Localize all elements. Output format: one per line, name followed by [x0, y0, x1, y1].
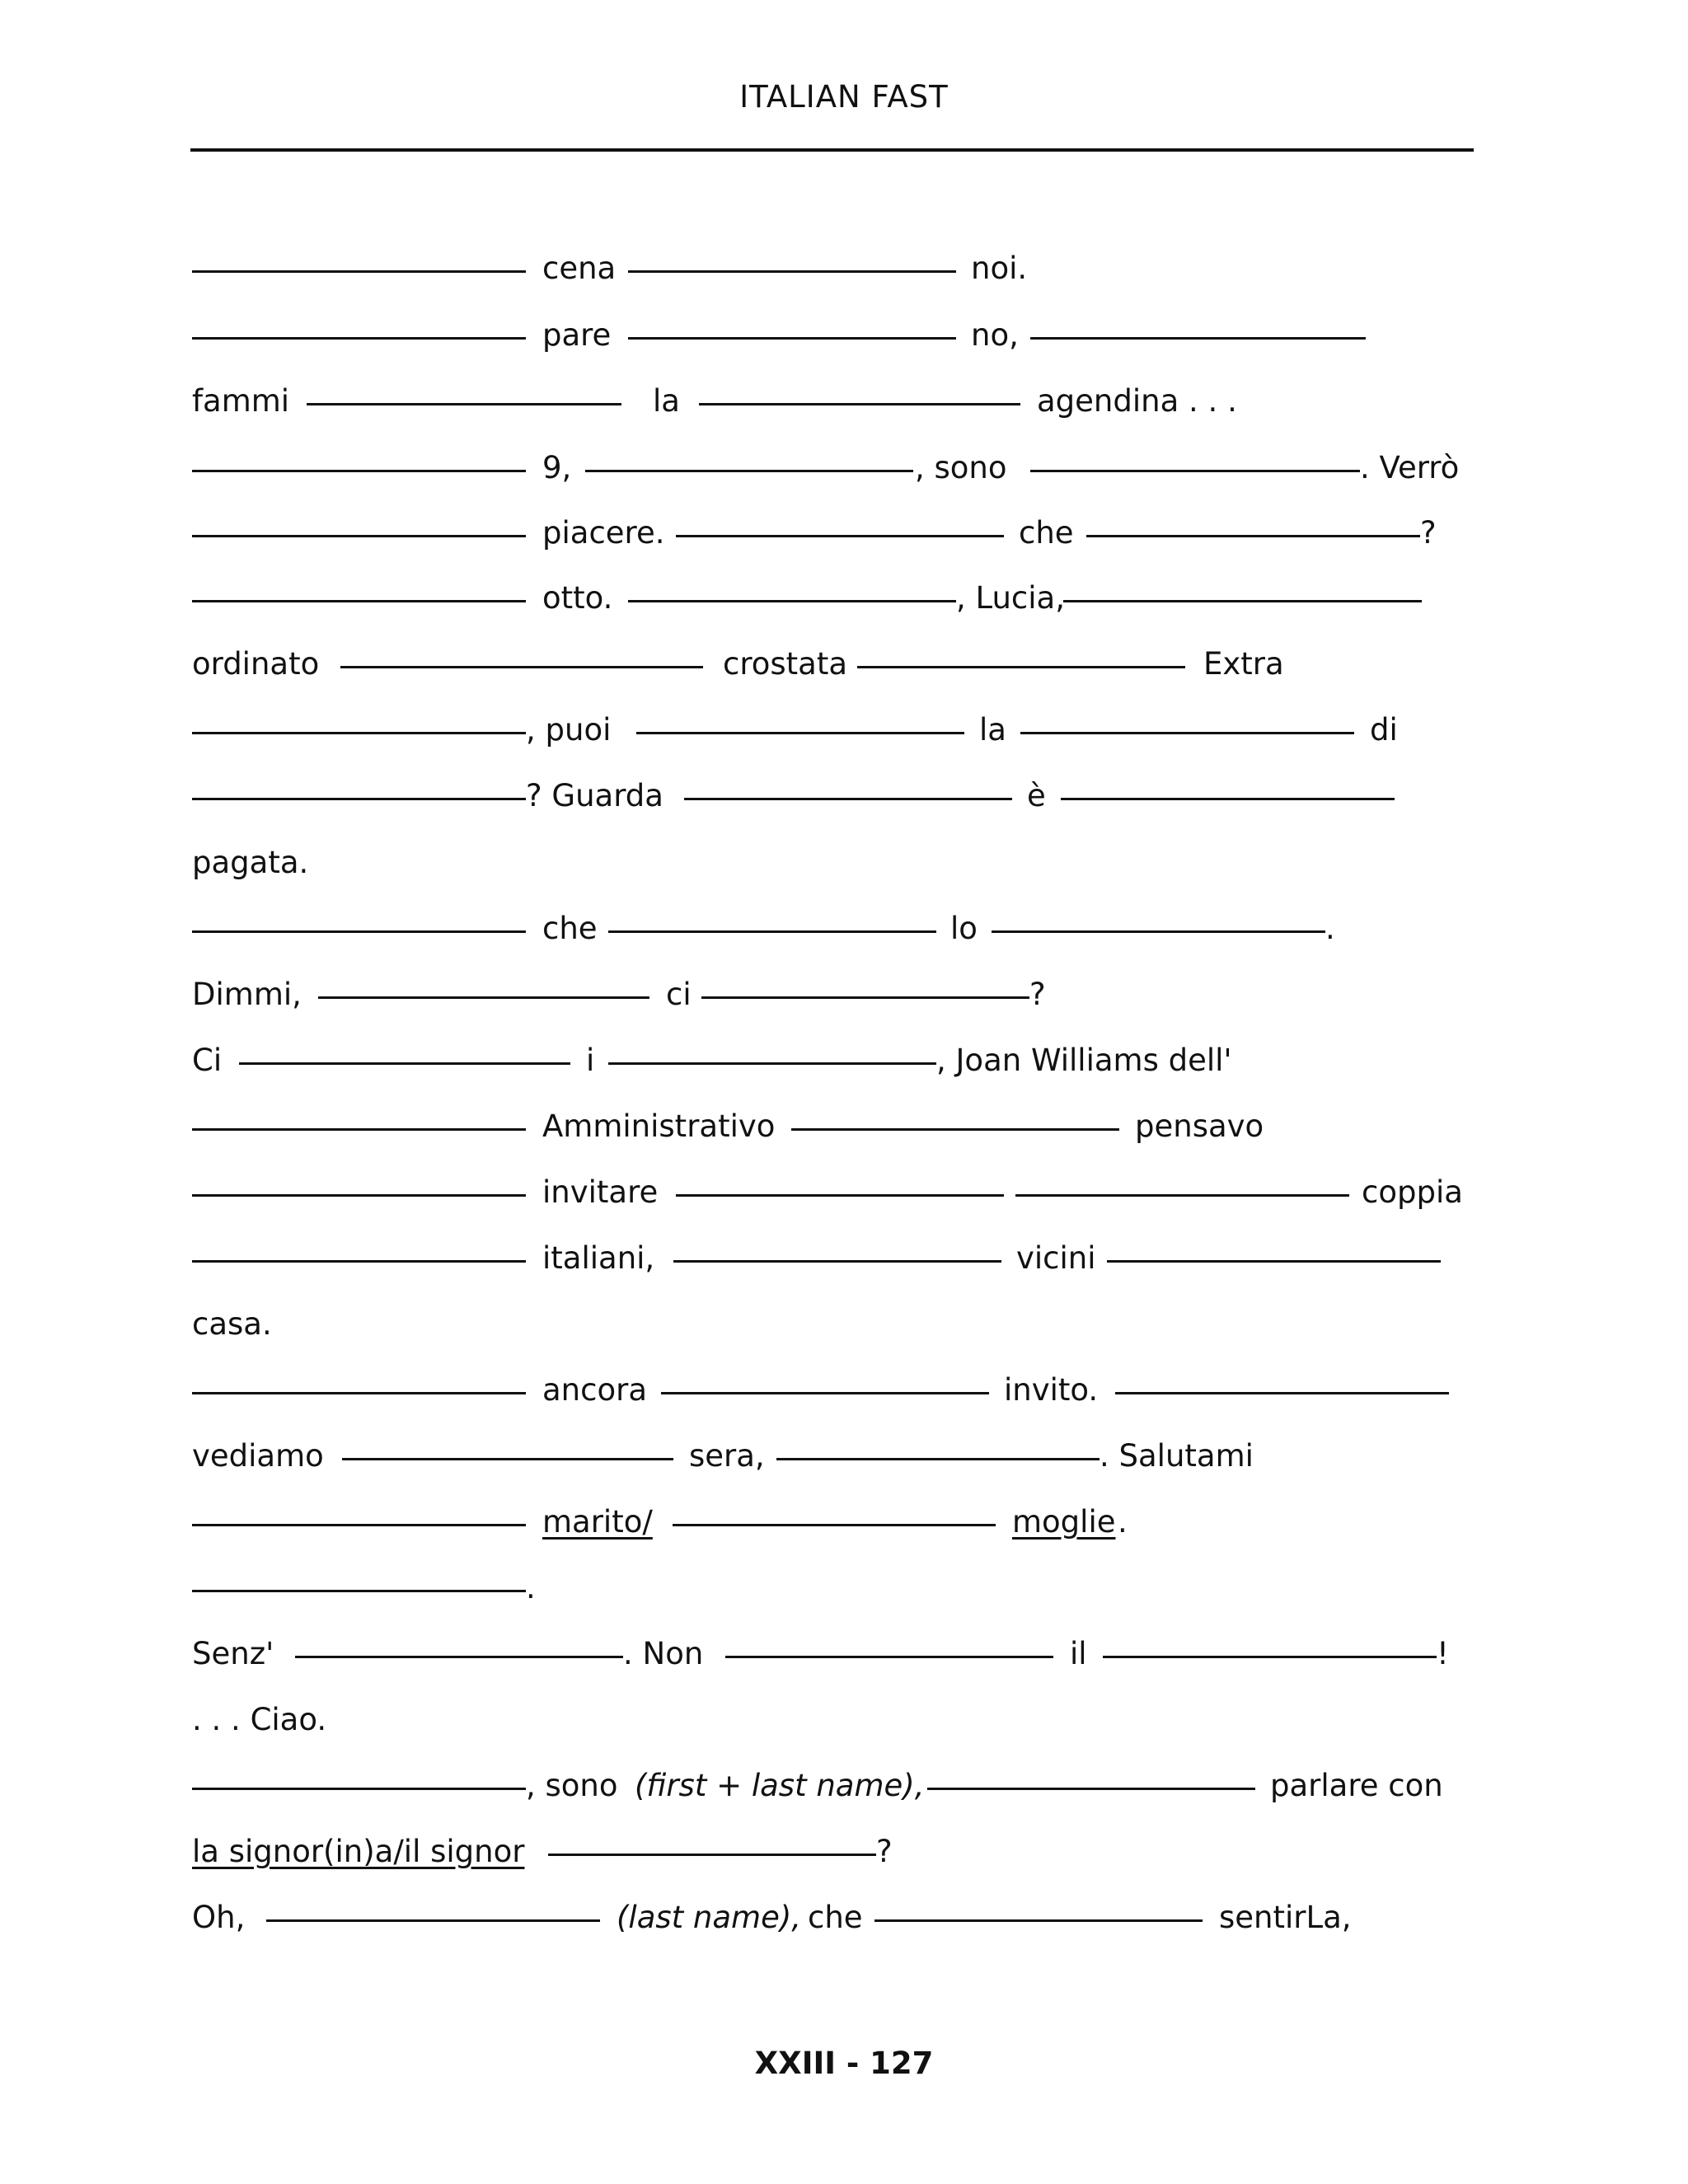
- fill-in-blank[interactable]: [192, 270, 526, 273]
- exercise-text: marito/: [542, 1504, 653, 1540]
- exercise-text: ci: [666, 977, 692, 1012]
- exercise-text: . . . Ciao.: [192, 1702, 327, 1737]
- exercise-line: [0, 244, 1688, 293]
- exercise-text: invitare: [542, 1174, 659, 1210]
- fill-in-blank[interactable]: [239, 1062, 570, 1065]
- exercise-text: piacere.: [542, 515, 665, 551]
- exercise-text: Oh,: [192, 1900, 246, 1935]
- exercise-text: no,: [971, 317, 1019, 353]
- exercise-text: . Salutami: [1100, 1438, 1254, 1474]
- exercise-line: [0, 705, 1688, 755]
- exercise-text: la signor(in)a/il signor: [192, 1834, 525, 1869]
- exercise-line: [0, 1695, 1688, 1745]
- fill-in-blank[interactable]: [192, 1194, 526, 1197]
- exercise-line: [0, 1102, 1688, 1151]
- exercise-text: 9,: [542, 450, 572, 485]
- header-rule: [190, 148, 1474, 152]
- exercise-line: [0, 640, 1688, 689]
- exercise-line: [0, 377, 1688, 426]
- exercise-text: !: [1437, 1636, 1449, 1671]
- exercise-text: sera,: [689, 1438, 765, 1474]
- fill-in-blank[interactable]: [192, 337, 526, 340]
- exercise-line: [0, 1036, 1688, 1085]
- exercise-line: [0, 1629, 1688, 1679]
- exercise-text: .: [1325, 911, 1335, 946]
- fill-in-blank[interactable]: [857, 666, 1185, 668]
- exercise-text: cena: [542, 251, 617, 286]
- fill-in-blank[interactable]: [676, 1194, 1004, 1197]
- fill-in-blank[interactable]: [192, 798, 526, 800]
- fill-in-blank[interactable]: [874, 1919, 1203, 1922]
- exercise-text: Dimmi,: [192, 977, 302, 1012]
- fill-in-blank[interactable]: [1020, 732, 1354, 734]
- fill-in-blank[interactable]: [608, 930, 936, 933]
- fill-in-blank[interactable]: [1030, 470, 1360, 472]
- exercise-text: .: [1118, 1504, 1128, 1540]
- fill-in-blank[interactable]: [342, 1458, 673, 1460]
- exercise-text: è: [1027, 778, 1046, 813]
- exercise-text: italiani,: [542, 1240, 655, 1276]
- exercise-text: Amministrativo: [542, 1108, 776, 1144]
- fill-in-blank[interactable]: [1115, 1392, 1449, 1394]
- exercise-text: che: [1019, 515, 1074, 551]
- fill-in-blank[interactable]: [1086, 535, 1420, 537]
- fill-in-blank[interactable]: [1063, 600, 1422, 602]
- fill-in-blank[interactable]: [628, 600, 956, 602]
- exercise-text: moglie: [1012, 1504, 1116, 1540]
- fill-in-blank[interactable]: [192, 1590, 526, 1592]
- fill-in-blank[interactable]: [725, 1656, 1053, 1658]
- exercise-text: i: [586, 1043, 595, 1078]
- fill-in-blank[interactable]: [1107, 1260, 1441, 1263]
- fill-in-blank[interactable]: [192, 600, 526, 602]
- fill-in-blank[interactable]: [776, 1458, 1100, 1460]
- exercise-text: di: [1370, 712, 1398, 748]
- page-number: XXIII - 127: [754, 2046, 934, 2081]
- fill-in-blank[interactable]: [266, 1919, 600, 1922]
- fill-in-blank[interactable]: [585, 470, 913, 472]
- fill-in-blank[interactable]: [1015, 1194, 1349, 1197]
- exercise-line: [0, 1234, 1688, 1283]
- fill-in-blank[interactable]: [192, 1524, 526, 1526]
- exercise-line: [0, 1761, 1688, 1811]
- exercise-text: ?: [1420, 515, 1437, 551]
- exercise-line: [0, 771, 1688, 821]
- exercise-text: noi.: [971, 251, 1028, 286]
- fill-in-blank[interactable]: [192, 470, 526, 472]
- fill-in-blank[interactable]: [992, 930, 1325, 933]
- exercise-text: pagata.: [192, 845, 309, 880]
- fill-in-blank[interactable]: [676, 535, 1004, 537]
- exercise-text: parlare con: [1270, 1768, 1443, 1803]
- exercise-text: otto.: [542, 580, 613, 616]
- exercise-line: [0, 443, 1688, 493]
- exercise-text: Senz': [192, 1636, 274, 1671]
- exercise-text: pare: [542, 317, 612, 353]
- exercise-text: (first + last name),: [635, 1768, 925, 1803]
- exercise-text: ordinato: [192, 646, 320, 682]
- exercise-text: invito.: [1004, 1372, 1099, 1408]
- exercise-text: vediamo: [192, 1438, 324, 1474]
- exercise-line: [0, 574, 1688, 623]
- fill-in-blank[interactable]: [192, 732, 526, 734]
- exercise-text: crostata: [723, 646, 848, 682]
- exercise-text: la: [653, 383, 680, 419]
- exercise-text: (last name),: [617, 1900, 802, 1935]
- fill-in-blank[interactable]: [1030, 337, 1366, 340]
- exercise-text: , puoi: [526, 712, 612, 748]
- exercise-text: pensavo: [1135, 1108, 1264, 1144]
- exercise-line: [0, 1563, 1688, 1613]
- exercise-line: [0, 1300, 1688, 1349]
- fill-in-blank[interactable]: [307, 403, 621, 405]
- exercise-line: [0, 1893, 1688, 1943]
- exercise-line: [0, 970, 1688, 1019]
- exercise-text: casa.: [192, 1306, 272, 1342]
- fill-in-blank[interactable]: [192, 535, 526, 537]
- fill-in-blank[interactable]: [192, 1260, 526, 1263]
- fill-in-blank[interactable]: [1061, 798, 1395, 800]
- fill-in-blank[interactable]: [636, 732, 964, 734]
- page-header-title: ITALIAN FAST: [739, 79, 949, 115]
- fill-in-blank[interactable]: [673, 1524, 996, 1526]
- exercise-text: coppia: [1362, 1174, 1463, 1210]
- fill-in-blank[interactable]: [192, 1788, 526, 1790]
- exercise-text: , Joan Williams dell': [936, 1043, 1232, 1078]
- exercise-text: agendina . . .: [1037, 383, 1237, 419]
- fill-in-blank[interactable]: [318, 996, 649, 999]
- fill-in-blank[interactable]: [661, 1392, 989, 1394]
- fill-in-blank[interactable]: [608, 1062, 936, 1065]
- exercise-text: Ci: [192, 1043, 223, 1078]
- exercise-text: il: [1070, 1636, 1087, 1671]
- exercise-line: [0, 1827, 1688, 1877]
- fill-in-blank[interactable]: [927, 1788, 1255, 1790]
- exercise-text: che: [542, 911, 598, 946]
- fill-in-blank[interactable]: [192, 1128, 526, 1131]
- fill-in-blank[interactable]: [673, 1260, 1001, 1263]
- exercise-text: , Lucia,: [956, 580, 1065, 616]
- fill-in-blank[interactable]: [1103, 1656, 1437, 1658]
- exercise-line: [0, 1497, 1688, 1547]
- exercise-text: fammi: [192, 383, 290, 419]
- fill-in-blank[interactable]: [701, 996, 1029, 999]
- fill-in-blank[interactable]: [699, 403, 1020, 405]
- exercise-line: [0, 311, 1688, 360]
- exercise-text: vicini: [1016, 1240, 1096, 1276]
- exercise-text: .: [526, 1570, 536, 1605]
- exercise-text: sentirLa,: [1219, 1900, 1352, 1935]
- exercise-text: Extra: [1203, 646, 1284, 682]
- fill-in-blank[interactable]: [295, 1656, 623, 1658]
- fill-in-blank[interactable]: [628, 337, 956, 340]
- exercise-text: ?: [876, 1834, 893, 1869]
- fill-in-blank[interactable]: [192, 1392, 526, 1394]
- fill-in-blank[interactable]: [628, 270, 956, 273]
- exercise-text: . Verrò: [1360, 450, 1460, 485]
- fill-in-blank[interactable]: [791, 1128, 1119, 1131]
- exercise-text: . Non: [623, 1636, 704, 1671]
- fill-in-blank[interactable]: [192, 930, 526, 933]
- exercise-text: che: [808, 1900, 863, 1935]
- exercise-text: ?: [1029, 977, 1046, 1012]
- exercise-text: ancora: [542, 1372, 647, 1408]
- fill-in-blank[interactable]: [684, 798, 1012, 800]
- exercise-line: [0, 838, 1688, 888]
- fill-in-blank[interactable]: [548, 1854, 876, 1856]
- fill-in-blank[interactable]: [340, 666, 703, 668]
- exercise-line: [0, 1168, 1688, 1217]
- exercise-text: la: [979, 712, 1006, 748]
- exercise-line: [0, 1366, 1688, 1415]
- exercise-text: lo: [950, 911, 978, 946]
- exercise-text: , sono: [915, 450, 1007, 485]
- exercise-line: [0, 1432, 1688, 1481]
- exercise-line: [0, 509, 1688, 558]
- exercise-text: , sono: [526, 1768, 618, 1803]
- exercise-text: ? Guarda: [526, 778, 663, 813]
- exercise-line: [0, 904, 1688, 954]
